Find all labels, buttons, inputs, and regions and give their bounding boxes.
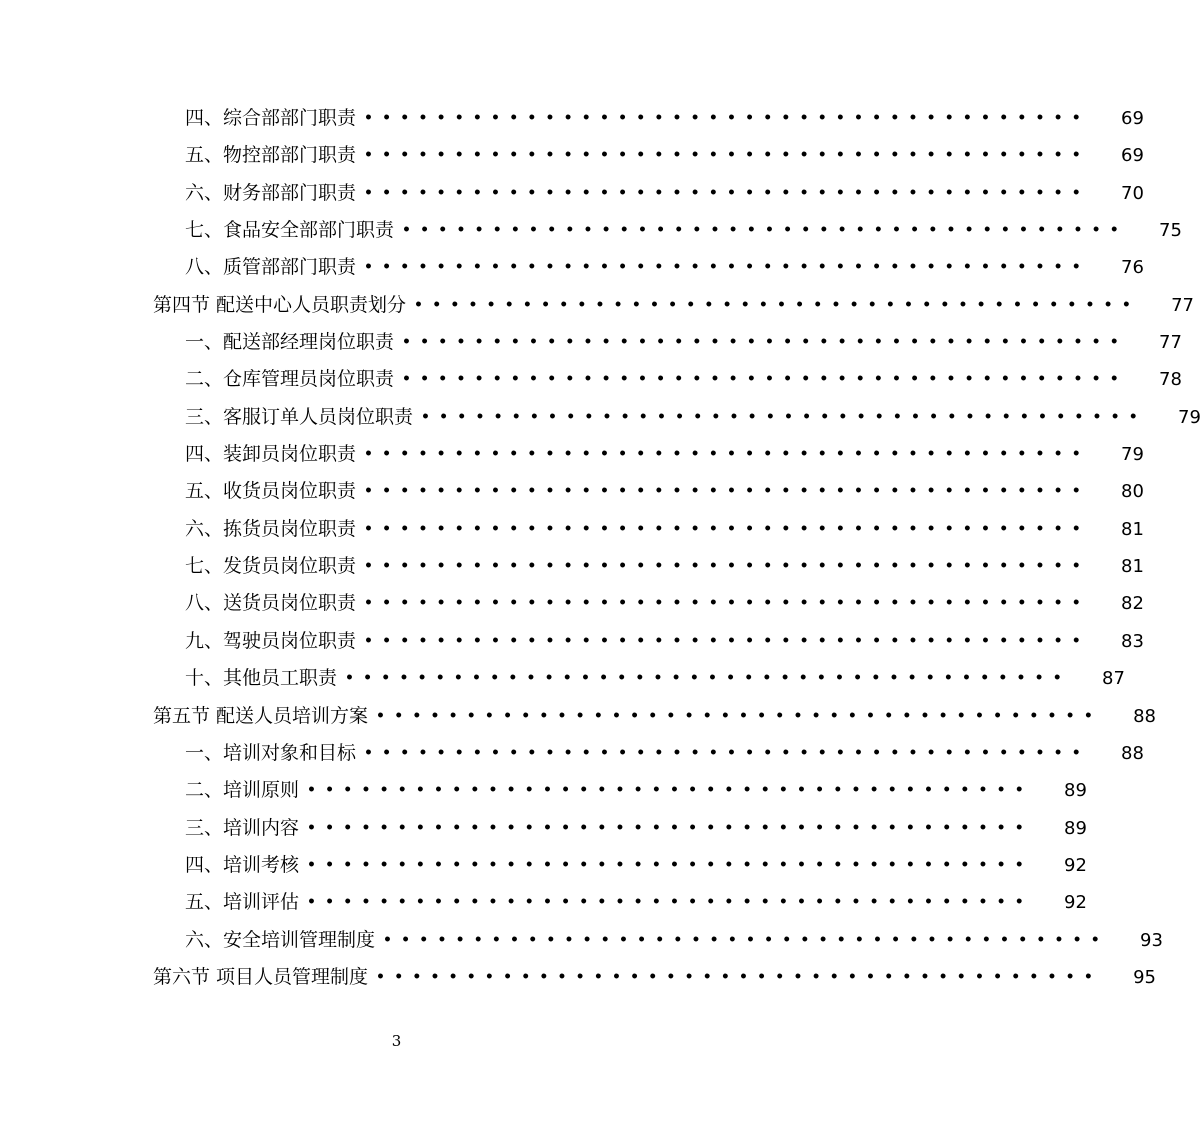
toc-entry[interactable]: [0, 511, 1144, 548]
dot-leader: ••••••••••••••••••••••••••••••••••••••••: [376, 707, 1102, 724]
toc-entry-page-number: 83: [1121, 630, 1144, 652]
toc-entry-title: 四、培训考核: [185, 853, 300, 876]
toc-entry[interactable]: [0, 361, 1182, 398]
toc-entry[interactable]: [0, 847, 1087, 884]
toc-entry-page-number: 82: [1121, 593, 1144, 615]
toc-entry[interactable]: [0, 473, 1144, 510]
toc-entry-title: 四、综合部部门职责: [185, 107, 357, 129]
toc-entry-title: 一、培训对象和目标: [185, 741, 357, 764]
dot-leader: ••••••••••••••••••••••••••••••••••••••••: [421, 408, 1147, 425]
toc-entry[interactable]: [0, 735, 1144, 772]
dot-leader: ••••••••••••••••••••••••••••••••••••••••: [307, 782, 1033, 799]
dot-leader: ••••••••••••••••••••••••••••••••••••••••: [364, 632, 1090, 649]
toc-entry-title: 三、客服订单人员岗位职责: [185, 405, 414, 428]
dot-leader: ••••••••••••••••••••••••••••••••••••••••: [402, 371, 1128, 388]
toc-entry-page-number: 80: [1121, 481, 1144, 503]
toc-entry-page-number: 87: [1102, 668, 1125, 690]
toc-entry-title: 六、拣货员岗位职责: [185, 517, 357, 540]
toc-entry-title: 六、财务部部门职责: [185, 181, 357, 204]
toc-entry-title: 二、培训原则: [185, 779, 300, 802]
toc-entry[interactable]: [0, 660, 1125, 697]
toc-entry-title: 五、培训评估: [185, 891, 300, 914]
toc-entry[interactable]: [0, 212, 1182, 249]
dot-leader: ••••••••••••••••••••••••••••••••••••••••: [364, 259, 1090, 276]
toc-entry-title: 十、其他员工职责: [185, 667, 338, 690]
toc-entry-title: 九、驾驶员岗位职责: [185, 629, 357, 652]
dot-leader: ••••••••••••••••••••••••••••••••••••••••: [364, 558, 1090, 575]
toc-entry[interactable]: [0, 810, 1087, 847]
table-of-contents: [0, 100, 1201, 996]
toc-entry-page-number: 81: [1121, 518, 1144, 540]
toc-entry-title: 八、送货员岗位职责: [185, 592, 357, 615]
dot-leader: ••••••••••••••••••••••••••••••••••••••••: [364, 595, 1090, 612]
toc-entry[interactable]: [0, 922, 1163, 959]
toc-entry[interactable]: [0, 436, 1144, 473]
toc-entry[interactable]: [0, 324, 1182, 361]
toc-entry-page-number: 77: [1159, 332, 1182, 354]
toc-entry-page-number: 70: [1121, 182, 1144, 204]
toc-entry-page-number: 79: [1121, 444, 1144, 466]
toc-entry-title: 八、质管部部门职责: [185, 256, 357, 279]
toc-entry-page-number: 92: [1064, 892, 1087, 914]
dot-leader: ••••••••••••••••••••••••••••••••••••••••: [402, 222, 1128, 239]
dot-leader: ••••••••••••••••••••••••••••••••••••••••: [402, 334, 1128, 351]
toc-entry-title: 三、培训内容: [185, 816, 300, 839]
dot-leader: ••••••••••••••••••••••••••••••••••••••••: [307, 856, 1033, 873]
toc-section-entry[interactable]: [0, 698, 1156, 735]
toc-entry[interactable]: [0, 884, 1087, 921]
toc-entry[interactable]: [0, 548, 1144, 585]
dot-leader: ••••••••••••••••••••••••••••••••••••••••: [364, 744, 1090, 761]
toc-entry-page-number: 69: [1121, 108, 1144, 129]
toc-entry[interactable]: [0, 249, 1144, 286]
toc-entry-page-number: 81: [1121, 556, 1144, 578]
toc-entry-page-number: 76: [1121, 257, 1144, 279]
page-number: 3: [391, 1032, 402, 1050]
dot-leader: ••••••••••••••••••••••••••••••••••••••••: [364, 147, 1090, 164]
dot-leader: ••••••••••••••••••••••••••••••••••••••••: [364, 446, 1090, 463]
dot-leader: ••••••••••••••••••••••••••••••••••••••••: [307, 819, 1033, 836]
toc-entry-page-number: 89: [1064, 817, 1087, 839]
toc-entry-page-number: 89: [1064, 780, 1087, 802]
toc-section-entry[interactable]: [0, 959, 1156, 996]
toc-entry-title: 二、仓库管理员岗位职责: [185, 368, 395, 391]
toc-entry-title: 一、配送部经理岗位职责: [185, 331, 395, 354]
toc-entry-title: 第六节 项目人员管理制度: [153, 965, 369, 988]
toc-entry-title: 五、物控部部门职责: [185, 144, 357, 167]
dot-leader: ••••••••••••••••••••••••••••••••••••••••: [414, 296, 1140, 313]
toc-entry-title: 五、收货员岗位职责: [185, 480, 357, 503]
toc-entry[interactable]: [0, 100, 1144, 137]
toc-entry-title: 七、发货员岗位职责: [185, 555, 357, 578]
toc-entry-title: 七、食品安全部部门职责: [185, 219, 395, 242]
toc-entry[interactable]: [0, 399, 1201, 436]
toc-entry-page-number: 69: [1121, 145, 1144, 167]
toc-entry-page-number: 88: [1133, 705, 1156, 727]
dot-leader: ••••••••••••••••••••••••••••••••••••••••: [364, 483, 1090, 500]
toc-entry[interactable]: [0, 585, 1144, 622]
toc-entry-title: 第四节 配送中心人员职责划分: [153, 293, 407, 316]
toc-entry-page-number: 88: [1121, 742, 1144, 764]
toc-entry[interactable]: [0, 175, 1144, 212]
toc-entry-title: 四、装卸员岗位职责: [185, 443, 357, 466]
dot-leader: ••••••••••••••••••••••••••••••••••••••••: [376, 968, 1102, 985]
dot-leader: ••••••••••••••••••••••••••••••••••••••••: [307, 894, 1033, 911]
toc-entry[interactable]: [0, 623, 1144, 660]
toc-entry-page-number: 95: [1133, 966, 1156, 988]
dot-leader: ••••••••••••••••••••••••••••••••••••••••: [364, 184, 1090, 201]
toc-entry[interactable]: [0, 137, 1144, 174]
toc-entry-title: 六、安全培训管理制度: [185, 928, 376, 951]
toc-entry-page-number: 78: [1159, 369, 1182, 391]
toc-entry-title: 第五节 配送人员培训方案: [153, 704, 369, 727]
toc-entry[interactable]: [0, 772, 1087, 809]
toc-entry-page-number: 93: [1140, 929, 1163, 951]
dot-leader: ••••••••••••••••••••••••••••••••••••••••: [345, 670, 1071, 687]
dot-leader: ••••••••••••••••••••••••••••••••••••••••: [383, 931, 1109, 948]
toc-entry-page-number: 75: [1159, 220, 1182, 242]
toc-section-entry[interactable]: [0, 287, 1194, 324]
toc-entry-page-number: 77: [1171, 294, 1194, 316]
dot-leader: ••••••••••••••••••••••••••••••••••••••••: [364, 110, 1090, 126]
dot-leader: ••••••••••••••••••••••••••••••••••••••••: [364, 520, 1090, 537]
toc-entry-page-number: 79: [1178, 406, 1201, 428]
toc-entry-page-number: 92: [1064, 854, 1087, 876]
